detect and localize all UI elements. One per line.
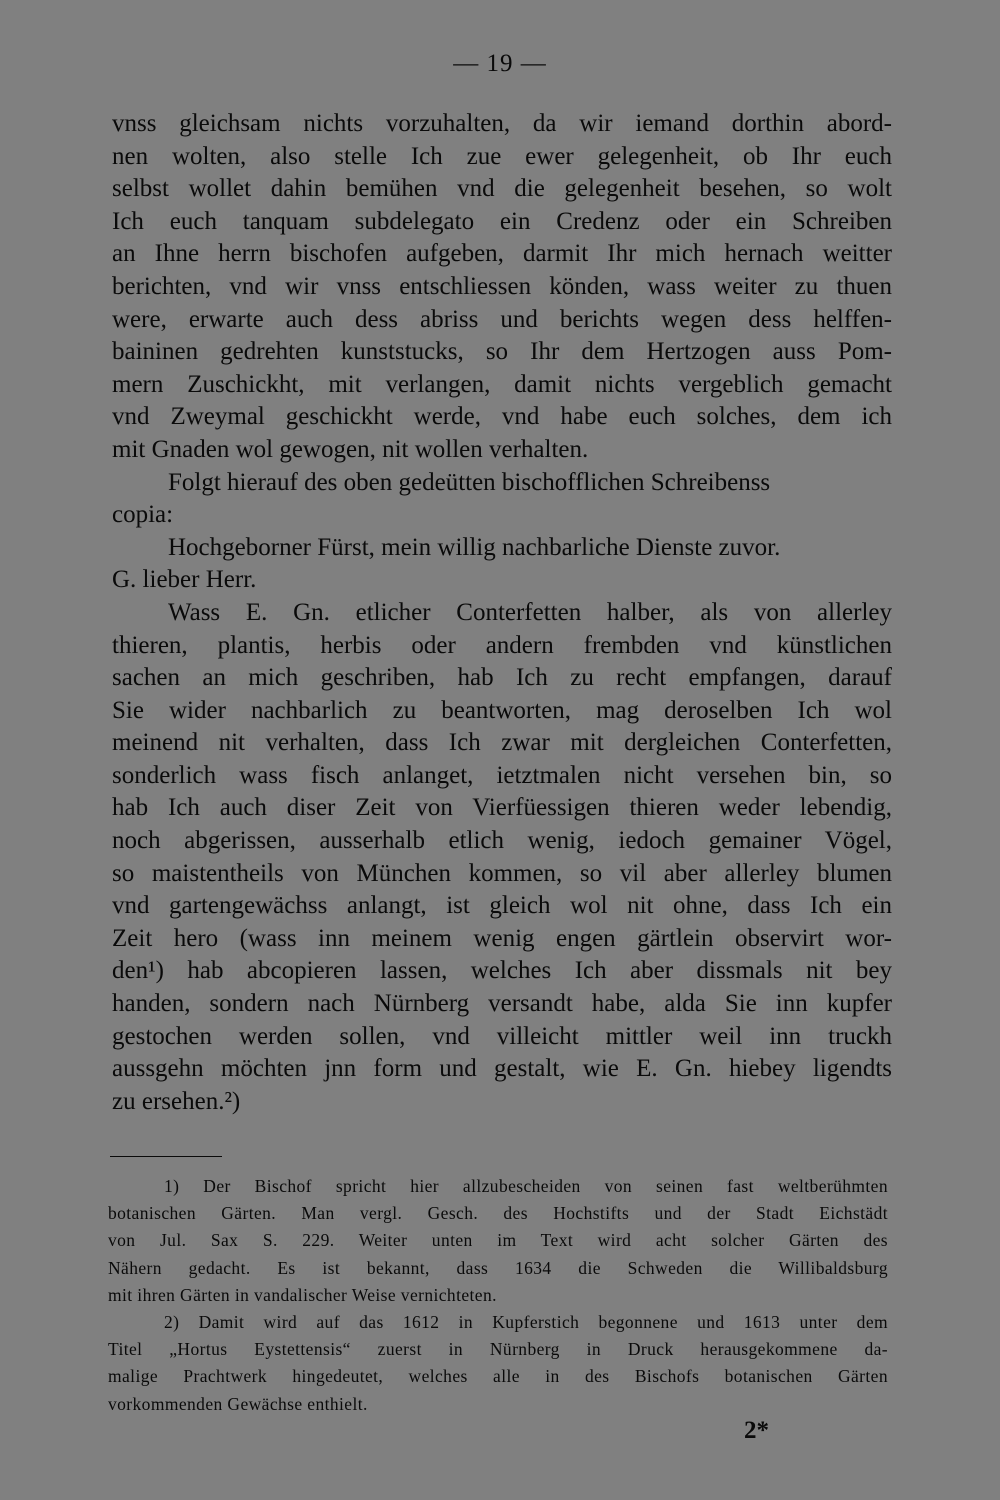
footnote-line: Titel „Hortus Eystettensis“ zuerst in Nürnberg in Druck herausgekommene da-: [108, 1339, 888, 1360]
text-line: an Ihne herrn bischofen aufgeben, darmit Ihr mich hernach weitter: [112, 240, 892, 268]
page-number: — 19 —: [453, 50, 547, 77]
text-line: hab Ich auch diser Zeit von Vierfüessigen thieren weder lebendig,: [112, 794, 892, 822]
text-line: Zeit hero (wass inn meinem wenig engen gärtlein observirt wor-: [112, 924, 892, 952]
text-line: sonderlich wass fisch anlanget, ietztmalen nicht versehen bin, so: [112, 761, 892, 789]
text-line: den¹) hab abcopieren lassen, welches Ich aber dissmals nit bey: [112, 957, 892, 985]
signature-mark: 2*: [744, 1417, 769, 1444]
text-line: selbst wollet dahin bemühen vnd die gelegenheit besehen, so wolt: [112, 175, 892, 203]
footnote-line: 1) Der Bischof spricht hier allzubescheiden von seinen fast weltberühmten: [164, 1176, 888, 1196]
text-line: Hochgeborner Fürst, mein willig nachbarliche Dienste zuvor.: [168, 533, 781, 561]
text-line: Folgt hierauf des oben gedeütten bischofflichen Schreibenss: [168, 468, 771, 496]
text-line: noch abgerissen, ausserhalb etlich wenig, iedoch gemainer Vögel,: [112, 827, 892, 855]
text-line: nen wolten, also stelle Ich zue ewer gelegenheit, ob Ihr euch: [112, 142, 892, 170]
text-line: aussgehn möchten jnn form und gestalt, wie E. Gn. hiebey ligendts: [112, 1055, 892, 1083]
footnote-divider: [110, 1156, 222, 1157]
footnote-line: malige Prachtwerk hingedeutet, welches alle in des Bischofs botanischen Gärten: [108, 1366, 888, 1387]
text-line: Sie wider nachbarlich zu beantworten, mag deroselben Ich wol: [112, 696, 892, 724]
text-line: baininen gedrehten kunststucks, so Ihr dem Hertzogen auss Pom-: [112, 338, 892, 366]
text-line: Wass E. Gn. etlicher Conterfetten halber, als von allerley: [168, 598, 892, 626]
footnote-line: botanischen Gärten. Man vergl. Gesch. des Hochstifts und der Stadt Eichstädt: [108, 1203, 888, 1224]
text-line: berichten, vnd wir vnss entschliessen könden, wass weiter zu thuen: [112, 272, 892, 300]
text-line: G. lieber Herr.: [112, 566, 257, 594]
footnote-line: Nähern gedacht. Es ist bekannt, dass 1634 die Schweden die Willibaldsburg: [108, 1257, 888, 1278]
text-line: were, erwarte auch dess abriss und berichts wegen dess helffen-: [112, 305, 892, 333]
text-line: thieren, plantis, herbis oder andern frembden vnd künstlichen: [112, 631, 892, 659]
text-line: vnss gleichsam nichts vorzuhalten, da wir iemand dorthin abord-: [112, 110, 892, 137]
text-line: mit Gnaden wol gewogen, nit wollen verhalten.: [112, 435, 589, 463]
text-line: meinend nit verhalten, dass Ich zwar mit dergleichen Conterfetten,: [112, 729, 892, 757]
text-line: Ich euch tanquam subdelegato ein Credenz oder ein Schreiben: [112, 207, 892, 235]
text-line: gestochen werden sollen, vnd villeicht mittler weil inn truckh: [112, 1022, 892, 1050]
footnote-line: mit ihren Gärten in vandalischer Weise vernichteten.: [108, 1284, 497, 1305]
main-text: [112, 108, 892, 1118]
text-line: so maistentheils von München kommen, so vil aber allerley blumen: [112, 859, 892, 887]
text-line: mern Zuschickht, mit verlangen, damit nichts vergeblich gemacht: [112, 370, 892, 398]
footnote-line: 2) Damit wird auf das 1612 in Kupferstich begonnene und 1613 unter dem: [164, 1311, 888, 1332]
text-line: vnd gartengewächss anlangt, ist gleich wol nit ohne, dass Ich ein: [112, 892, 892, 920]
text-line: vnd Zweymal geschickht werde, vnd habe euch solches, dem ich: [112, 403, 892, 431]
text-line: sachen an mich geschriben, hab Ich zu recht empfangen, darauf: [112, 664, 892, 692]
text-line: zu ersehen.²): [112, 1087, 241, 1115]
footnote-line: von Jul. Sax S. 229. Weiter unten im Text wird acht solcher Gärten des: [108, 1230, 888, 1251]
footnotes: [108, 1173, 888, 1418]
footnote-line: vorkommenden Gewächse enthielt.: [108, 1393, 368, 1414]
text-line: handen, sondern nach Nürnberg versandt habe, alda Sie inn kupfer: [112, 990, 892, 1018]
text-line: copia:: [112, 501, 174, 529]
